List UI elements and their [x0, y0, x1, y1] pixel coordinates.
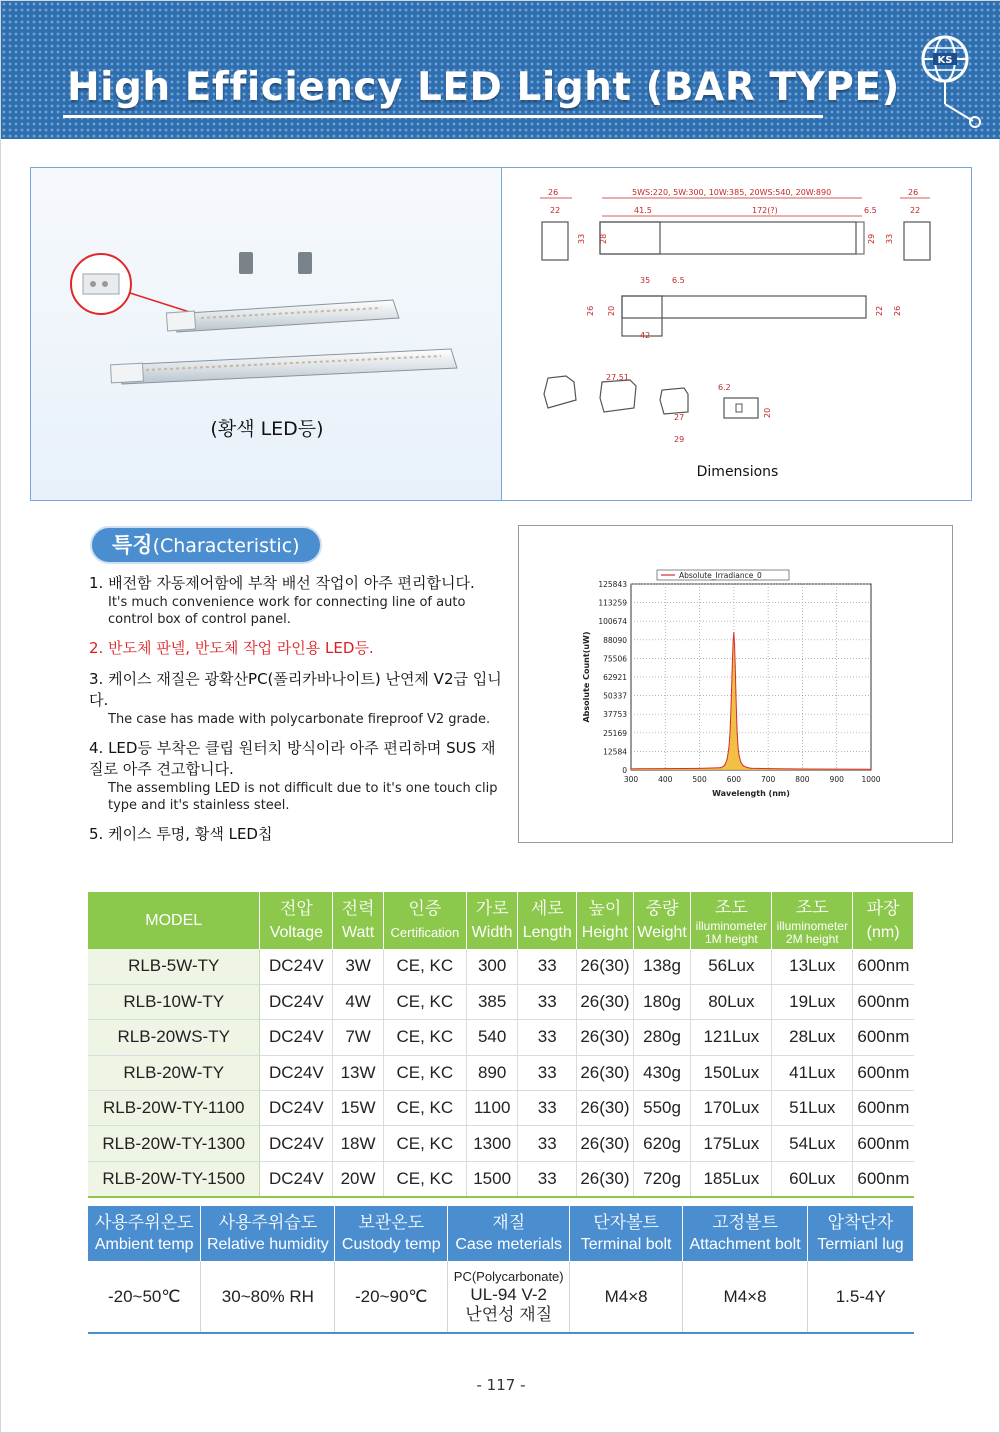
- characteristic-item-ko: 1. 배전함 자동제어함에 부착 배선 작업이 아주 편리합니다.: [89, 574, 475, 592]
- dim-label: 29: [867, 233, 876, 244]
- series-point: [735, 693, 736, 694]
- x-tick-label: 600: [726, 775, 742, 784]
- model-cell: RLB-20W-TY-1500: [88, 1161, 260, 1196]
- series-point: [725, 763, 726, 764]
- spec-cell: 185Lux: [691, 1161, 772, 1196]
- y-tick-label: 12584: [603, 747, 627, 757]
- characteristic-item-ko: 3. 케이스 재질은 광확산PC(폴리카바나이트) 난연제 V2급 입니다.: [89, 670, 502, 709]
- series-point: [742, 764, 743, 765]
- header-band: [1, 1, 1000, 139]
- series-point: [732, 659, 733, 660]
- spec-cell: 600nm: [853, 1126, 914, 1161]
- dim-label: 35: [640, 276, 651, 285]
- spec-cell: 26(30): [577, 984, 634, 1019]
- spec-cell: DC24V: [260, 1020, 333, 1055]
- characteristic-item-en: The assembling LED is not difficult due to it's one touch clip type and it's stainless steel.: [108, 781, 498, 813]
- dim-label: 22: [550, 206, 561, 215]
- series-point: [733, 632, 734, 633]
- spec-cell: DC24V: [260, 1161, 333, 1196]
- spec-cell: 26(30): [577, 1091, 634, 1126]
- spec-cell: 15W: [333, 1091, 384, 1126]
- material-value: [448, 1261, 570, 1333]
- spec-header-cell: 높이 Height: [577, 892, 634, 949]
- spec-cell: 300: [466, 949, 518, 984]
- dimensions-panel: [501, 167, 972, 501]
- spec-cell: CE, KC: [383, 984, 466, 1019]
- spec-row: [88, 1020, 914, 1055]
- spec-cell: 385: [466, 984, 518, 1019]
- characteristic-title-ko: 특징: [112, 533, 153, 557]
- spec-cell: 175Lux: [691, 1126, 772, 1161]
- product-photo-panel: [30, 167, 502, 501]
- model-cell: RLB-5W-TY: [88, 949, 260, 984]
- series-point: [630, 768, 631, 769]
- series-point: [802, 768, 803, 769]
- spec-cell: 3W: [333, 949, 384, 984]
- spec-cell: 28Lux: [772, 1020, 853, 1055]
- dim-label: 172(?): [752, 206, 778, 215]
- characteristic-item: [89, 573, 509, 628]
- spec-cell: 1100: [466, 1091, 518, 1126]
- env-header-cell: 고정볼트 Attachment bolt: [683, 1206, 808, 1261]
- env-header-cell: 사용주위온도 Ambient temp: [88, 1206, 201, 1261]
- series-point: [737, 734, 738, 735]
- series-point: [738, 755, 739, 756]
- spec-cell: 620g: [633, 1126, 691, 1161]
- spec-cell: 33: [518, 1126, 577, 1161]
- attachment-bolt-value: M4×8: [683, 1261, 808, 1333]
- model-cell: RLB-20W-TY: [88, 1055, 260, 1090]
- x-tick-label: 500: [692, 775, 707, 784]
- spec-cell: DC24V: [260, 1091, 333, 1126]
- dim-label: 22: [875, 305, 884, 316]
- spec-cell: 720g: [633, 1161, 691, 1196]
- spec-cell: 33: [518, 949, 577, 984]
- spectrum-chart: [519, 526, 952, 842]
- dimensions-drawing: [502, 168, 973, 458]
- dim-label: 27: [674, 413, 685, 422]
- spec-cell: 18W: [333, 1126, 384, 1161]
- spec-cell: DC24V: [260, 984, 333, 1019]
- spec-cell: CE, KC: [383, 1126, 466, 1161]
- dim-label: 26: [586, 305, 595, 316]
- series-point: [729, 737, 730, 738]
- terminal-bolt-value: M4×8: [570, 1261, 683, 1333]
- spec-row: [88, 1126, 914, 1161]
- spec-header-cell: 전압 Voltage: [260, 892, 333, 949]
- spec-header-cell: 세로 Length: [518, 892, 577, 949]
- spec-cell: CE, KC: [383, 949, 466, 984]
- characteristic-item-ko: 4. LED등 부착은 클립 원터치 방식이라 아주 편리하며 SUS 재질로 아주 견고합니다.: [89, 739, 496, 778]
- characteristic-item-en: The case has made with polycarbonate fireproof V2 grade.: [108, 712, 491, 727]
- spec-cell: 33: [518, 1091, 577, 1126]
- spec-cell: CE, KC: [383, 1020, 466, 1055]
- spec-cell: 56Lux: [691, 949, 772, 984]
- spec-cell: 170Lux: [691, 1091, 772, 1126]
- y-tick-label: 62921: [603, 673, 627, 683]
- series-point: [665, 768, 666, 769]
- photo-caption: (황색 LED등): [210, 418, 324, 440]
- characteristic-title-en: (Characteristic): [152, 535, 300, 557]
- spec-cell: 26(30): [577, 1161, 634, 1196]
- series-point: [730, 722, 731, 723]
- characteristic-item-ko: 2. 반도체 판넬, 반도체 작업 라인용 LED등.: [89, 639, 374, 657]
- spec-header-cell: 파장 (nm): [853, 892, 914, 949]
- y-tick-label: 25169: [603, 728, 627, 738]
- env-value-row: [88, 1261, 914, 1333]
- spec-cell: 80Lux: [691, 984, 772, 1019]
- y-tick-label: 0: [622, 766, 627, 775]
- y-tick-label: 37753: [603, 710, 627, 720]
- spec-cell: 1300: [466, 1126, 518, 1161]
- x-tick-label: 300: [623, 775, 639, 784]
- spec-header-cell: MODEL: [88, 892, 260, 949]
- characteristic-item: [89, 738, 509, 814]
- spec-cell: 550g: [633, 1091, 691, 1126]
- dim-label: 42: [640, 331, 651, 340]
- spec-cell: 600nm: [853, 1055, 914, 1090]
- dim-label: 41.5: [634, 206, 652, 215]
- spec-cell: 600nm: [853, 1091, 914, 1126]
- model-cell: RLB-20WS-TY: [88, 1020, 260, 1055]
- material-line: 난연성 재질: [465, 1304, 553, 1324]
- spec-cell: 60Lux: [772, 1161, 853, 1196]
- spec-cell: CE, KC: [383, 1161, 466, 1196]
- dim-label: 20: [763, 407, 772, 418]
- env-header-cell: 재질 Case meterials: [448, 1206, 570, 1261]
- spec-cell: 54Lux: [772, 1126, 853, 1161]
- spec-cell: 51Lux: [772, 1091, 853, 1126]
- spec-cell: 33: [518, 1161, 577, 1196]
- series-point: [736, 716, 737, 717]
- custody-temp-value: -20~90℃: [335, 1261, 448, 1333]
- spec-cell: 890: [466, 1055, 518, 1090]
- terminal-lug-value: 1.5-4Y: [808, 1261, 914, 1333]
- spec-cell: 7W: [333, 1020, 384, 1055]
- y-tick-label: 125843: [598, 580, 627, 589]
- spec-cell: 1500: [466, 1161, 518, 1196]
- series-point: [744, 766, 745, 767]
- page-number: - 117 -: [476, 1376, 526, 1394]
- dim-label: 6.5: [864, 206, 877, 215]
- spec-row: [88, 1161, 914, 1196]
- spec-cell: 150Lux: [691, 1055, 772, 1090]
- spec-cell: 26(30): [577, 1020, 634, 1055]
- dim-label: 22: [910, 206, 921, 215]
- series-point: [728, 749, 729, 750]
- spec-cell: CE, KC: [383, 1091, 466, 1126]
- dim-label: 26: [893, 305, 902, 316]
- characteristic-badge: [90, 526, 322, 564]
- series-point: [768, 768, 769, 769]
- characteristic-item: [89, 638, 509, 659]
- spec-cell: DC24V: [260, 1055, 333, 1090]
- characteristic-item: [89, 824, 509, 845]
- model-cell: RLB-20W-TY-1300: [88, 1126, 260, 1161]
- series-point: [750, 768, 751, 769]
- spec-header-cell: 인증 Certification: [383, 892, 466, 949]
- spec-cell: 33: [518, 984, 577, 1019]
- spec-table: [88, 892, 914, 1198]
- spec-cell: 20W: [333, 1161, 384, 1196]
- spec-cell: 600nm: [853, 949, 914, 984]
- y-tick-label: 113259: [598, 598, 627, 608]
- dim-label: 20: [607, 305, 616, 316]
- series-point: [870, 769, 871, 770]
- ambient-temp-value: -20~50℃: [88, 1261, 201, 1333]
- spec-cell: 600nm: [853, 984, 914, 1019]
- spec-cell: 280g: [633, 1020, 691, 1055]
- dim-label: 26: [548, 188, 559, 197]
- spec-cell: DC24V: [260, 949, 333, 984]
- spec-cell: 26(30): [577, 1055, 634, 1090]
- dim-label: 27.51: [606, 373, 629, 382]
- spec-row: [88, 1091, 914, 1126]
- spec-cell: 19Lux: [772, 984, 853, 1019]
- spec-cell: 33: [518, 1055, 577, 1090]
- globe-logo-icon: [915, 29, 985, 129]
- spec-cell: 121Lux: [691, 1020, 772, 1055]
- env-header-row: [88, 1206, 914, 1261]
- spec-cell: 540: [466, 1020, 518, 1055]
- characteristic-item: [89, 669, 509, 728]
- spec-cell: 4W: [333, 984, 384, 1019]
- material-line: PC(Polycarbonate): [453, 1268, 564, 1284]
- y-tick-label: 75506: [603, 654, 627, 664]
- series-point: [731, 703, 732, 704]
- page-title: High Efficiency LED Light (BAR TYPE): [67, 65, 900, 110]
- dim-label: 6.5: [672, 276, 685, 285]
- spec-cell: 600nm: [853, 1161, 914, 1196]
- spectrum-chart-box: [518, 525, 953, 843]
- y-tick-label: 50337: [603, 691, 627, 701]
- spec-cell: 13Lux: [772, 949, 853, 984]
- y-tick-label: 100674: [598, 617, 627, 627]
- x-tick-label: 900: [829, 775, 844, 784]
- legend-label: Absolute_Irradiance_0: [679, 571, 762, 580]
- dim-label: 33: [885, 233, 894, 244]
- characteristic-item-en: It's much convenience work for connecting line of auto control box of control panel.: [108, 595, 466, 627]
- env-header-cell: 보관온도 Custody temp: [335, 1206, 448, 1261]
- series-point: [726, 759, 727, 760]
- material-line: UL-94 V-2: [470, 1284, 547, 1304]
- y-axis-label: Absolute Count(uW): [582, 631, 591, 723]
- spec-header-row: [88, 892, 914, 949]
- spec-cell: 138g: [633, 949, 691, 984]
- spec-row: [88, 949, 914, 984]
- x-tick-label: 1000: [861, 775, 881, 784]
- model-cell: RLB-10W-TY: [88, 984, 260, 1019]
- spec-row: [88, 984, 914, 1019]
- dim-label: 6.2: [718, 383, 731, 392]
- spec-header-cell: 가로 Width: [466, 892, 518, 949]
- spec-header-cell: 전력 Watt: [333, 892, 384, 949]
- x-tick-label: 800: [795, 775, 810, 784]
- series-point: [747, 767, 748, 768]
- product-photo: [31, 168, 503, 408]
- spec-cell: 430g: [633, 1055, 691, 1090]
- x-tick-label: 700: [760, 775, 776, 784]
- spec-cell: DC24V: [260, 1126, 333, 1161]
- series-point: [734, 644, 735, 645]
- spec-cell: 600nm: [853, 1020, 914, 1055]
- env-header-cell: 사용주위습도 Relative humidity: [201, 1206, 335, 1261]
- series-point: [731, 681, 732, 682]
- spec-cell: 180g: [633, 984, 691, 1019]
- spec-row: [88, 1055, 914, 1090]
- characteristic-list: [89, 573, 509, 855]
- spec-cell: CE, KC: [383, 1055, 466, 1090]
- series-point: [699, 768, 700, 769]
- title-underline: [63, 115, 823, 118]
- y-tick-label: 88090: [603, 635, 627, 645]
- series-point: [737, 746, 738, 747]
- series-point: [735, 666, 736, 667]
- spec-cell: 13W: [333, 1055, 384, 1090]
- spec-cell: 26(30): [577, 1126, 634, 1161]
- spec-cell: 41Lux: [772, 1055, 853, 1090]
- svg-text:KS: KS: [937, 55, 953, 66]
- spec-cell: 33: [518, 1020, 577, 1055]
- series-point: [740, 761, 741, 762]
- model-cell: RLB-20W-TY-1100: [88, 1091, 260, 1126]
- characteristic-item-ko: 5. 케이스 투명, 황색 LED칩: [89, 825, 273, 843]
- dimensions-caption: Dimensions: [696, 464, 779, 480]
- dim-label: 29: [674, 435, 685, 444]
- spec-cell: 26(30): [577, 949, 634, 984]
- humidity-value: 30~80% RH: [201, 1261, 335, 1333]
- environment-table: [88, 1206, 914, 1334]
- spec-header-cell: 조도 illuminometer 2M height: [772, 892, 853, 949]
- series-point: [720, 767, 721, 768]
- spec-header-cell: 조도 illuminometer 1M height: [691, 892, 772, 949]
- spec-header-cell: 중량 Weight: [633, 892, 691, 949]
- env-header-cell: 단자볼트 Terminal bolt: [570, 1206, 683, 1261]
- dim-label: 28: [599, 233, 608, 244]
- dim-label: 5WS:220, 5W:300, 10W:385, 20WS:540, 20W:890: [632, 188, 832, 197]
- series-point: [723, 766, 724, 767]
- dim-label: 33: [577, 233, 586, 244]
- env-header-cell: 압착단자 Termianl lug: [808, 1206, 914, 1261]
- series-point: [733, 639, 734, 640]
- series-point: [836, 769, 837, 770]
- x-axis-label: Wavelength (nm): [712, 789, 790, 798]
- dim-label: 26: [908, 188, 919, 197]
- x-tick-label: 400: [658, 775, 673, 784]
